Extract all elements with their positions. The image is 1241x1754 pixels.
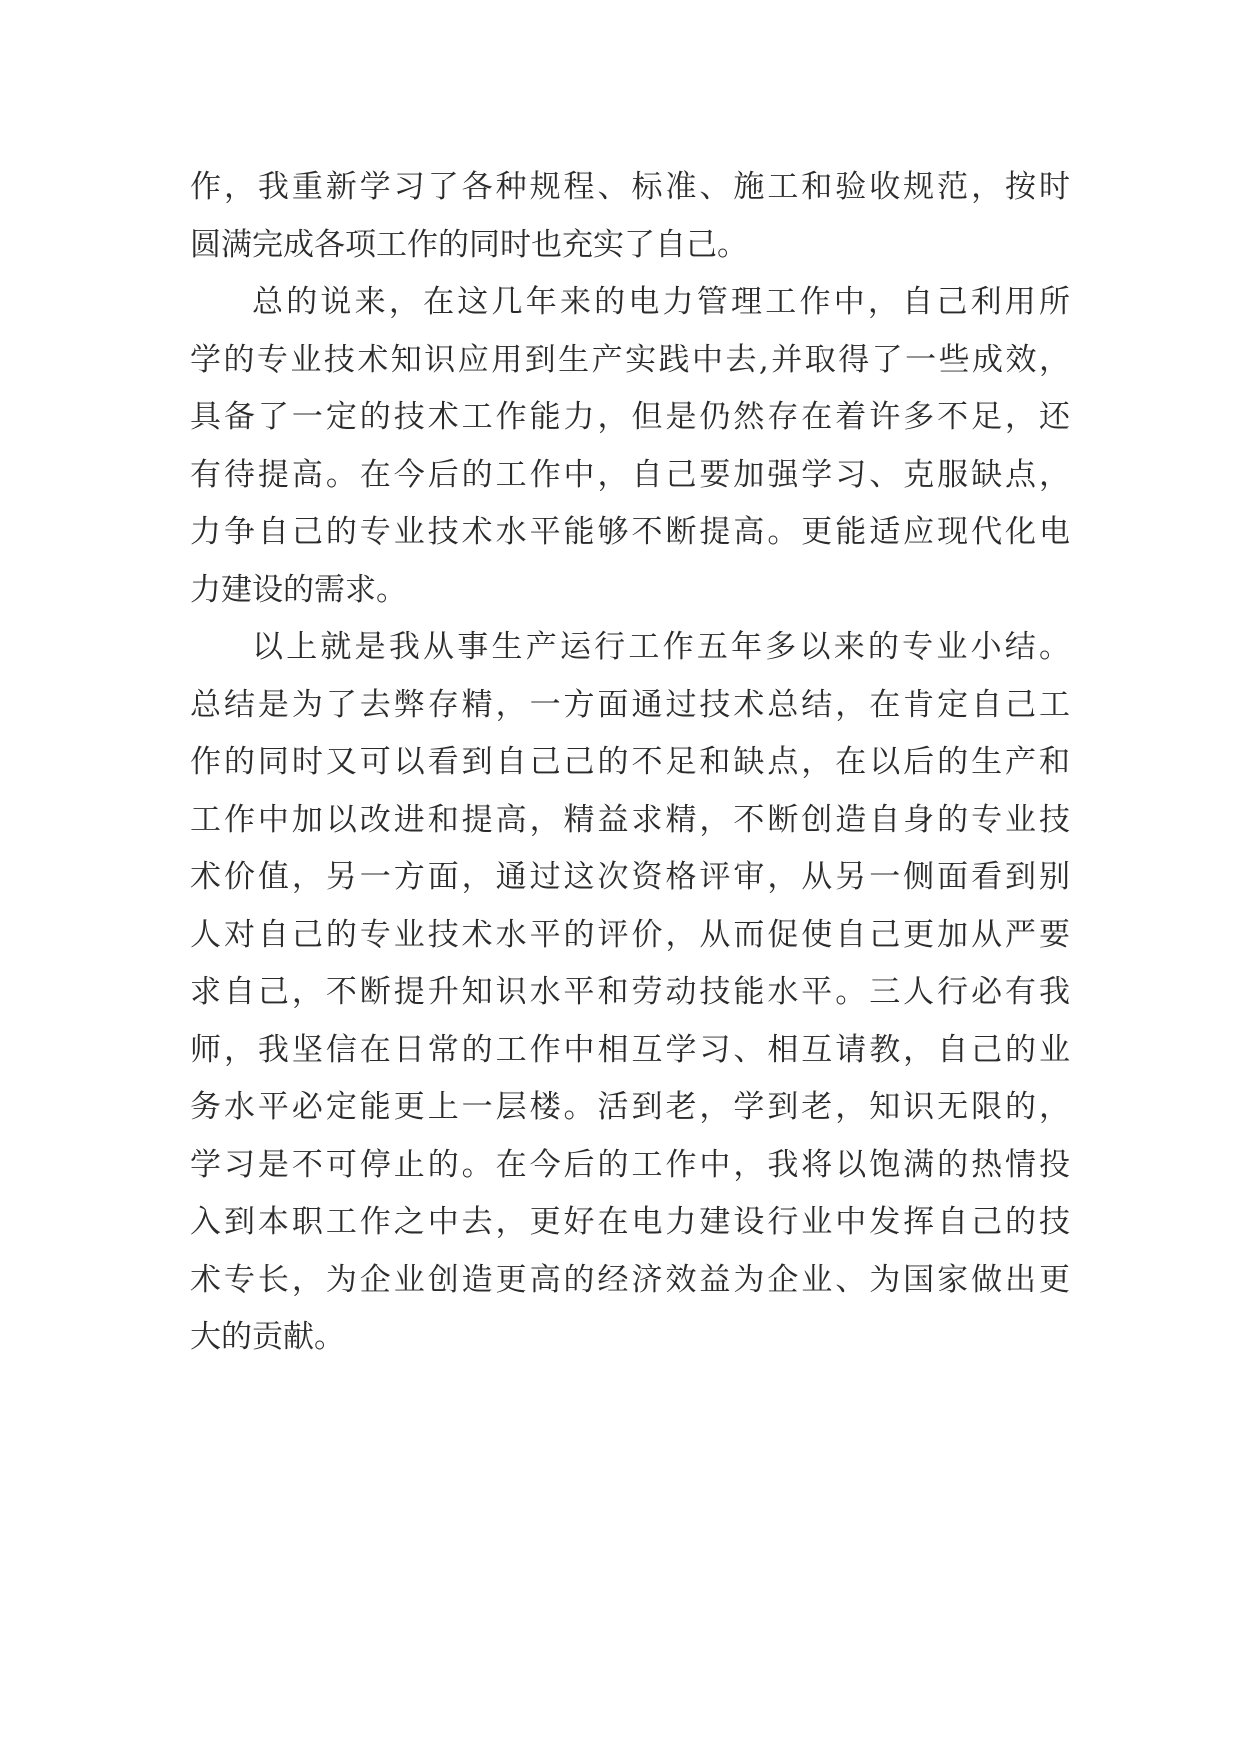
document-body — [190, 159, 1070, 1367]
text-line: 力争自己的专业技术水平能够不断提高。更能适应现代化电 — [190, 514, 1070, 550]
text-line: 人对自己的专业技术水平的评价，从而促使自己更加从严要 — [190, 916, 1070, 953]
text-line: 大的贡献。 — [190, 1319, 345, 1355]
text-line: 总结是为了去弊存精，一方面通过技术总结，在肯定自己工 — [190, 686, 1070, 723]
text-line: 学的专业技术知识应用到生产实践中去,并取得了一些成效， — [190, 341, 1070, 378]
text-line: 学习是不可停止的。在今后的工作中，我将以饱满的热情投 — [190, 1146, 1070, 1183]
text-line: 有待提高。在今后的工作中，自己要加强学习、克服缺点， — [190, 456, 1070, 493]
text-line: 总的说来，在这几年来的电力管理工作中，自己利用所 — [252, 284, 1070, 320]
text-line: 圆满完成各项工作的同时也充实了自己。 — [190, 226, 748, 263]
text-line: 作的同时又可以看到自己己的不足和缺点，在以后的生产和 — [190, 744, 1070, 780]
text-line: 务水平必定能更上一层楼。活到老，学到老，知识无限的， — [190, 1089, 1070, 1125]
text-line: 求自己，不断提升知识水平和劳动技能水平。三人行必有我 — [190, 974, 1070, 1010]
text-line: 入到本职工作之中去，更好在电力建设行业中发挥自己的技 — [190, 1204, 1070, 1240]
text-line: 具备了一定的技术工作能力，但是仍然存在着许多不足，还 — [190, 399, 1070, 435]
text-line: 以上就是我从事生产运行工作五年多以来的专业小结。 — [252, 629, 1070, 665]
paragraph-3 — [190, 619, 1070, 1367]
paragraph-1 — [190, 159, 1070, 274]
text-line: 术价值，另一方面，通过这次资格评审，从另一侧面看到别 — [190, 859, 1070, 895]
paragraph-2 — [190, 274, 1070, 619]
text-line: 工作中加以改进和提高，精益求精，不断创造自身的专业技 — [190, 801, 1070, 838]
text-line: 术专长，为企业创造更高的经济效益为企业、为国家做出更 — [190, 1261, 1070, 1298]
text-line: 作，我重新学习了各种规程、标准、施工和验收规范，按时 — [190, 169, 1070, 205]
text-line: 力建设的需求。 — [190, 571, 407, 608]
text-line: 师，我坚信在日常的工作中相互学习、相互请教，自己的业 — [190, 1031, 1070, 1068]
